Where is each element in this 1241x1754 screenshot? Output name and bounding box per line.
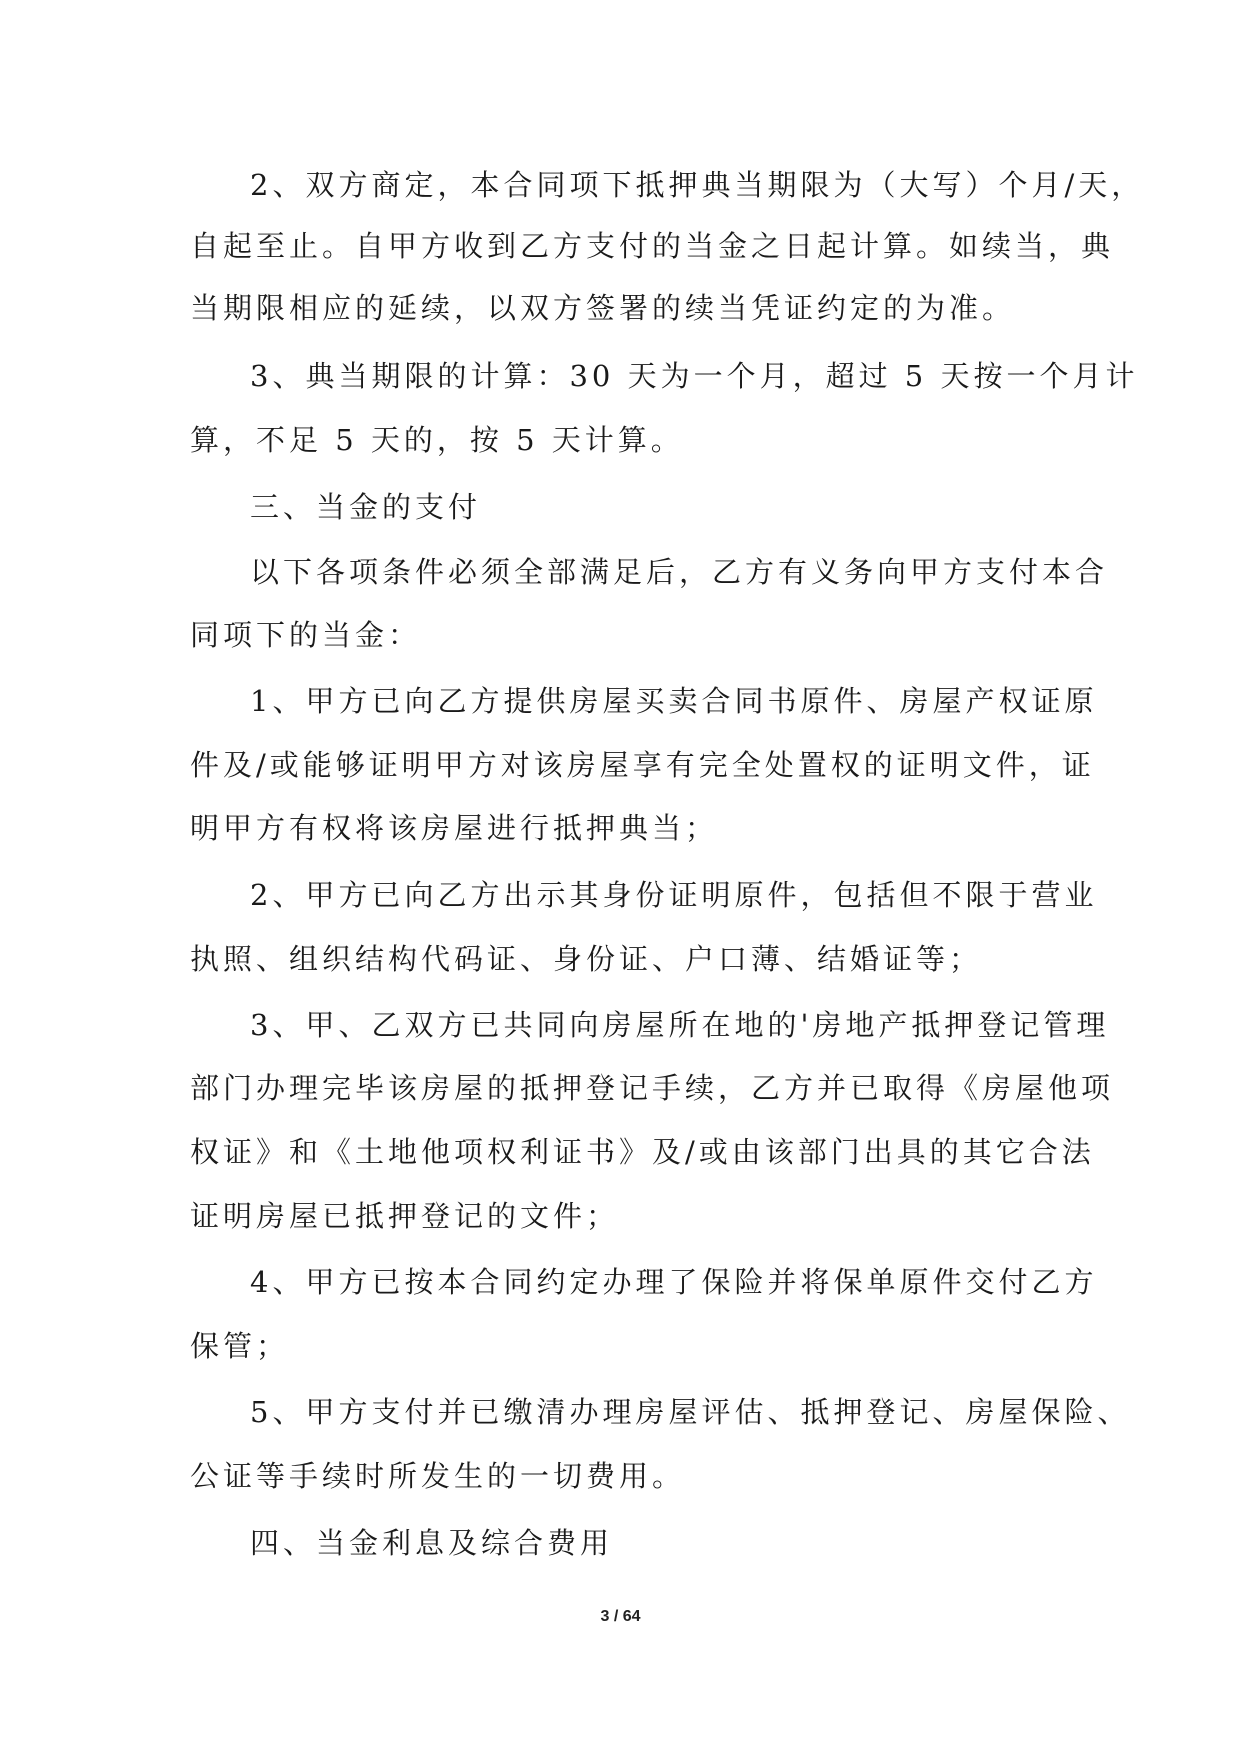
text-line: 保管； xyxy=(190,1329,290,1363)
text-line: 执照、组织结构代码证、身份证、户口薄、结婚证等； xyxy=(190,942,983,976)
text-line: 权证》和《土地他项权利证书》及/或由该部门出具的其它合法 xyxy=(190,1135,1095,1169)
text-line: 当期限相应的延续，以双方签署的续当凭证约定的为准。 xyxy=(190,291,1016,325)
text-line: 明甲方有权将该房屋进行抵押典当； xyxy=(190,811,719,845)
text-line: 2、双方商定，本合同项下抵押典当期限为（大写）个月/天， xyxy=(250,168,1145,202)
text-line: 自起至止。自甲方收到乙方支付的当金之日起计算。如续当，典 xyxy=(190,229,1115,263)
text-line: 件及/或能够证明甲方对该房屋享有完全处置权的证明文件，证 xyxy=(190,748,1095,782)
text-line: 算，不足 5 天的，按 5 天计算。 xyxy=(190,423,684,457)
text-line: 3、甲、乙双方已共同向房屋所在地的'房地产抵押登记管理 xyxy=(250,1008,1110,1042)
text-line: 公证等手续时所发生的一切费用。 xyxy=(190,1459,686,1493)
text-line: 2、甲方已向乙方出示其身份证明原件，包括但不限于营业 xyxy=(250,878,1098,912)
text-line: 同项下的当金： xyxy=(190,618,422,652)
text-line: 5、甲方支付并已缴清办理房屋评估、抵押登记、房屋保险、 xyxy=(250,1395,1131,1429)
text-line: 4、甲方已按本合同约定办理了保险并将保单原件交付乙方 xyxy=(250,1265,1098,1299)
text-line: 部门办理完毕该房屋的抵押登记手续，乙方并已取得《房屋他项 xyxy=(190,1071,1115,1105)
text-line: 证明房屋已抵押登记的文件； xyxy=(190,1199,620,1233)
text-line: 3、典当期限的计算：30 天为一个月，超过 5 天按一个月计 xyxy=(250,359,1139,393)
section-heading: 三、当金的支付 xyxy=(250,490,482,524)
text-line: 以下各项条件必须全部满足后，乙方有义务向甲方支付本合 xyxy=(250,555,1109,589)
page-number: 3 / 64 xyxy=(600,1608,641,1625)
section-heading: 四、当金利息及综合费用 xyxy=(250,1526,614,1560)
text-line: 1、甲方已向乙方提供房屋买卖合同书原件、房屋产权证原 xyxy=(250,684,1098,718)
